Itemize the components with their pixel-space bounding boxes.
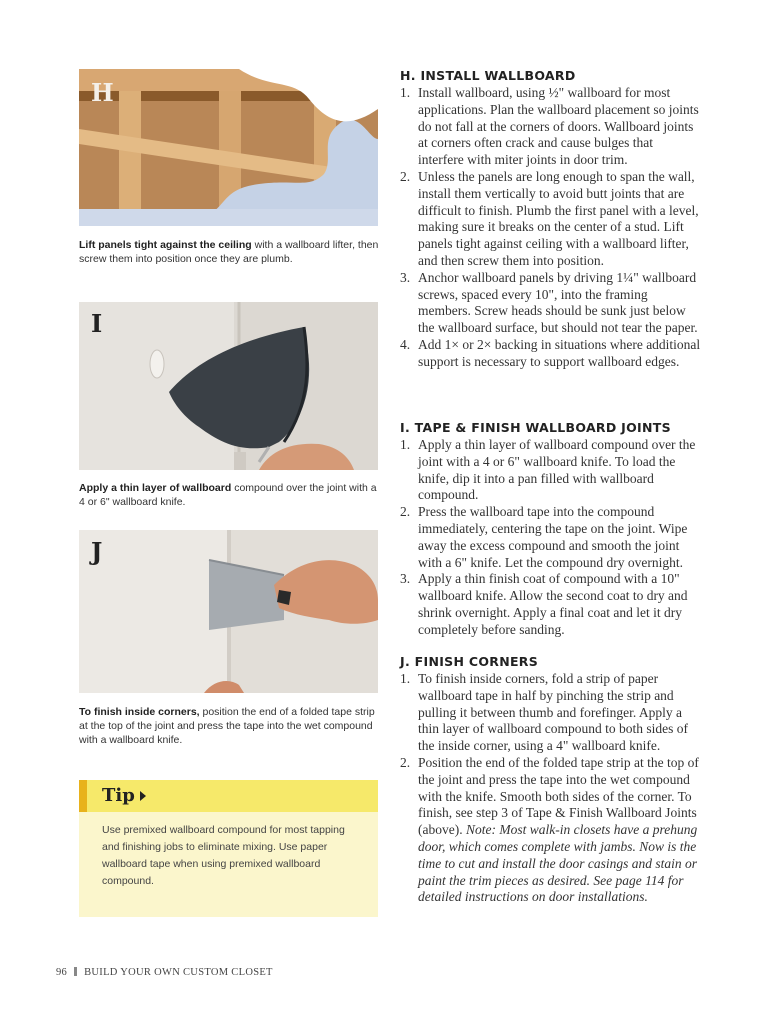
step-number: 1. xyxy=(400,671,411,686)
figure-letter-j: J xyxy=(91,537,103,566)
footer-separator xyxy=(74,967,77,976)
figure-letter-h: H xyxy=(91,78,114,107)
caption-h-text: with a wallboard lifter, then screw them into position once they are plumb. xyxy=(79,239,379,265)
step-number: 2. xyxy=(400,168,411,184)
step-number: 1. xyxy=(400,85,411,100)
page-number: 96 xyxy=(56,967,68,978)
section-j-steps xyxy=(390,671,702,906)
section-i-title: I. TAPE & FINISH WALLBOARD JOINTS xyxy=(400,420,671,435)
list-item xyxy=(390,85,702,169)
tip-accent-bar xyxy=(79,780,87,812)
tip-title: Tip xyxy=(102,785,135,806)
step-number: 3. xyxy=(400,571,411,587)
caption-i-text: compound over the joint with a 4 or 6" wallboard knife. xyxy=(79,482,377,508)
book-title: BUILD YOUR OWN CUSTOM CLOSET xyxy=(84,967,273,978)
figure-letter-i: I xyxy=(91,309,103,338)
list-item xyxy=(390,504,702,571)
section-j-title: J. FINISH CORNERS xyxy=(400,654,539,669)
list-item xyxy=(390,169,702,270)
step-text: Install wallboard, using ½" wallboard for most applications. Plan the wallboard placement so joints do not fall at the corners of doors. Wallboard joints at corners often crack and cause bulges that interfere with miter joints in door trim. xyxy=(418,85,699,168)
section-i-steps xyxy=(390,437,702,639)
step-text: Position the end of the folded tape strip at the top of the joint and press the tape into the wet compound with the knife. Smooth both sides of the corner. To finish, see step 3 of Tape & Finish Wallboard Joints (above). xyxy=(418,754,699,838)
step-text: Apply a thin finish coat of compound with a 10" wallboard knife. Allow the second coat to dry and shrink overnight. Apply a final coat and let it dry completely before sanding. xyxy=(418,571,688,637)
section-h-steps xyxy=(390,85,702,371)
list-item xyxy=(390,270,702,337)
caption-i xyxy=(79,481,379,509)
caption-i-bold: Apply a thin layer of wallboard xyxy=(79,482,232,494)
step-text: Apply a thin layer of wallboard compound over the joint with a 4 or 6" wallboard knife. To load the knife, dip it into a pan filled with wallboard compound. xyxy=(418,437,696,503)
step-number: 2. xyxy=(400,754,411,770)
step-number: 4. xyxy=(400,336,411,352)
instructions-column xyxy=(390,68,702,938)
tip-arrow-icon xyxy=(140,791,146,801)
photo-j-inside-corner xyxy=(79,530,378,693)
photo-h-framing xyxy=(79,69,378,226)
step-text: Press the wallboard tape into the compound immediately, centering the tape on the joint. Wipe away the excess compound and smooth the joint with a 6" knife. Let the compound dry overnight. xyxy=(418,504,688,570)
tip-header xyxy=(79,780,378,812)
step-text: Add 1× or 2× backing in situations where additional support is necessary to support wallboard edges. xyxy=(418,336,701,369)
tip-body: Use premixed wallboard compound for most tapping and finishing jobs to eliminate mixing. Use paper wallboard tape when using premixed wallboard compound. xyxy=(102,824,345,887)
tip-box xyxy=(79,780,378,917)
photo-i-applying-compound xyxy=(79,302,378,470)
list-item xyxy=(390,671,702,755)
list-item xyxy=(390,437,702,504)
caption-h xyxy=(79,238,379,266)
caption-h-bold: Lift panels tight against the ceiling xyxy=(79,239,252,251)
step-number: 2. xyxy=(400,504,411,520)
step-number: 1. xyxy=(400,437,411,452)
step-number: 3. xyxy=(400,269,411,285)
step-note: Note: Most walk-in closets have a prehung door, which comes complete with jambs. Now is the time to cut and install the door casings and stain or paint the trim pieces as desired. See page 114 for detailed instructions on door installations. xyxy=(418,822,698,905)
caption-j-text: position the end of a folded tape strip at the top of the joint and press the tape into the wet compound with a wallboard knife. xyxy=(79,706,375,746)
list-item xyxy=(390,337,702,371)
caption-j xyxy=(79,705,379,747)
step-text: Anchor wallboard panels by driving 1¼" wallboard screws, spaced every 10", into the framing members. Screw heads should be sunk just below the wallboard surface, but should not tear the paper. xyxy=(418,269,698,336)
step-text: Unless the panels are long enough to span the wall, install them vertically to avoid butt joints that are difficult to finish. Plumb the first panel with a level, making sure it breaks on the center of a stud. Lift panels tight against ceiling with a wallboard lifter, and then screw them into position. xyxy=(418,168,699,268)
step-text: To finish inside corners, fold a strip of paper wallboard tape in half by pinching the strip and pulling it between thumb and forefinger. Apply a thin layer of wallboard compound to both sides of the inside corner, using a 4" wallboard knife. xyxy=(418,671,688,754)
section-h-title: H. INSTALL WALLBOARD xyxy=(400,68,576,83)
list-item xyxy=(390,755,702,906)
caption-j-bold: To finish inside corners, xyxy=(79,706,200,718)
page-footer xyxy=(56,967,273,978)
list-item xyxy=(390,571,702,638)
